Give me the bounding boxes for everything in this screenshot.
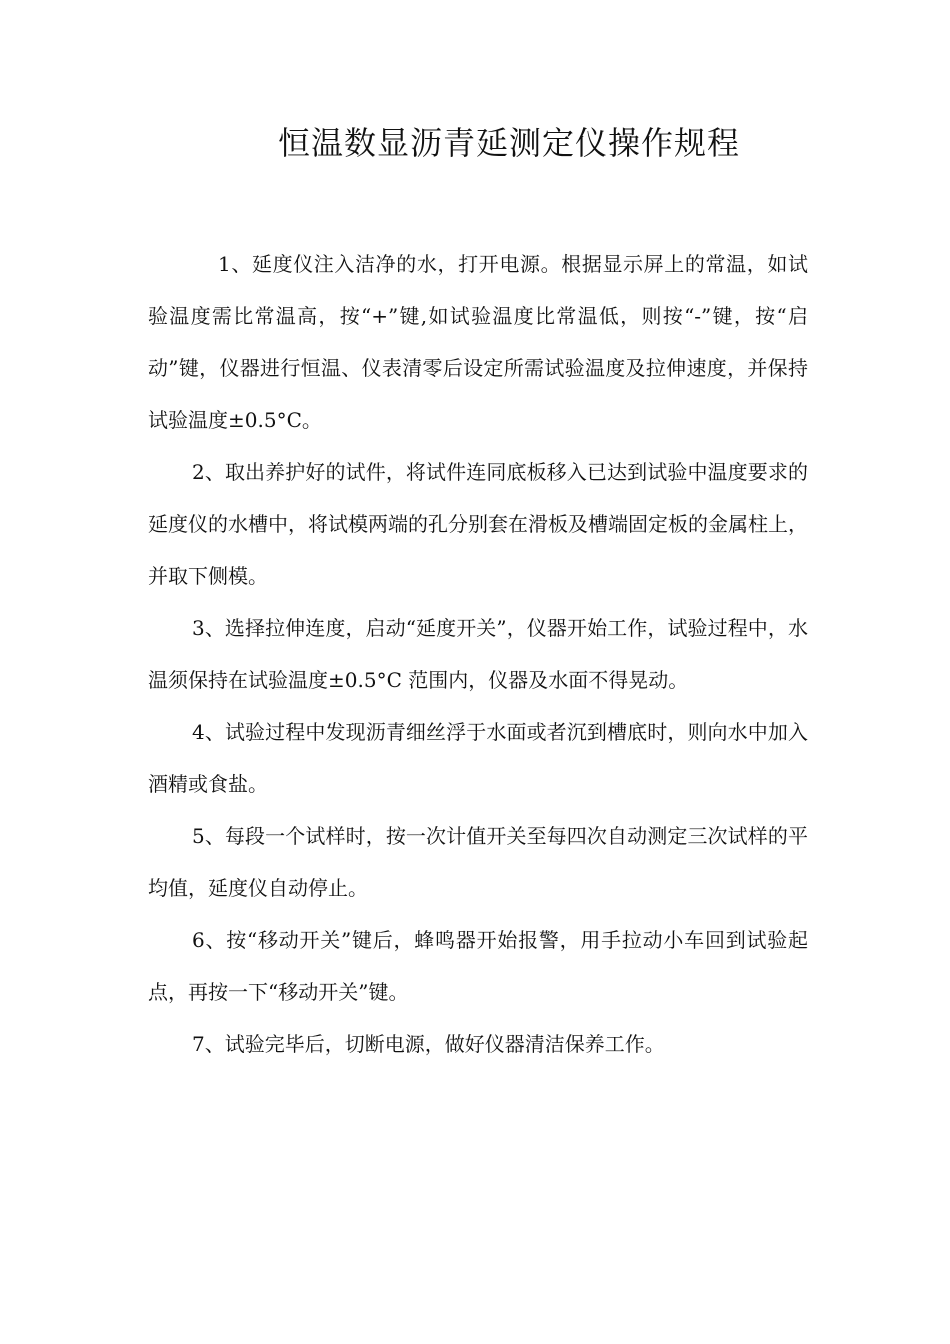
paragraph-step-4: 4、试验过程中发现沥青细丝浮于水面或者沉到槽底时，则向水中加入酒精或食盐。 (148, 720, 808, 796)
paragraph-step-3: 3、选择拉伸连度，启动“延度开关”，仪器开始工作，试验过程中，水温须保持在试验温度±0.5°C 范围内，仪器及水面不得晃动。 (148, 616, 808, 692)
paragraph-step-6: 6、按“移动开关”键后，蜂鸣器开始报警，用手拉动小车回到试验起点，再按一下“移动开关”键。 (148, 928, 808, 1004)
paragraph-step-7: 7、试验完毕后，切断电源，做好仪器清洁保养工作。 (192, 1032, 665, 1056)
paragraph-step-5: 5、每段一个试样时，按一次计值开关至每四次自动测定三次试样的平均值，延度仪自动停止。 (148, 824, 808, 900)
document-body (148, 238, 808, 1070)
document-title: 恒温数显沥青延测定仪操作规程 (277, 124, 740, 162)
paragraph-step-2: 2、取出养护好的试件，将试件连同底板移入已达到试验中温度要求的延度仪的水槽中，将试模两端的孔分别套在滑板及槽端固定板的金属柱上，并取下侧模。 (148, 460, 808, 588)
paragraph-step-1: 1、延度仪注入洁净的水，打开电源。根据显示屏上的常温，如试验温度需比常温高，按“+”键,如试验温度比常温低，则按“-”键，按“启动”键，仪器进行恒温、仪表清零后设定所需试验温度及拉伸速度，并保持试验温度±0.5°C。 (148, 252, 808, 432)
